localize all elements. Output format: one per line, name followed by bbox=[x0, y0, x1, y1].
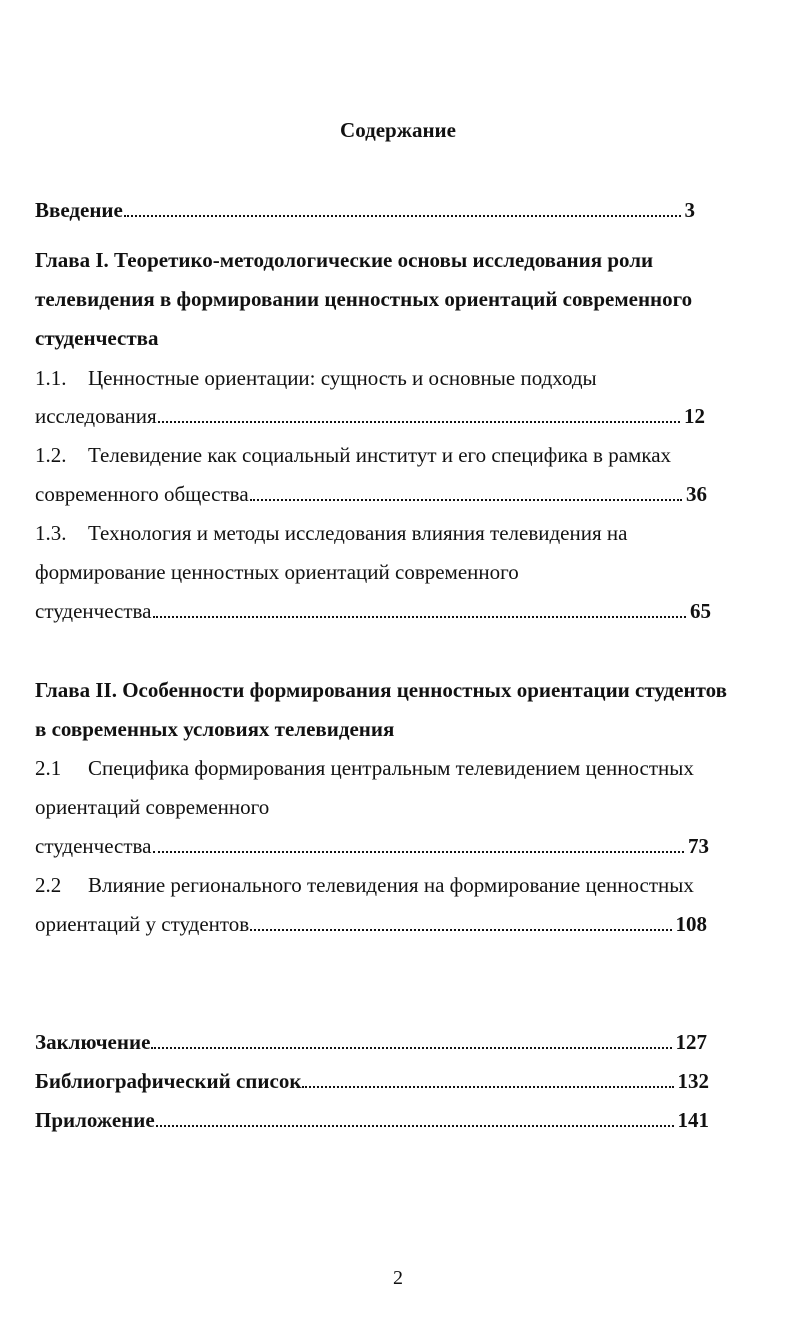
toc-entry-2-2[interactable] bbox=[35, 911, 707, 937]
toc-section-line bbox=[35, 520, 627, 546]
toc-page: 3 bbox=[684, 198, 695, 222]
toc-page: 36 bbox=[686, 482, 707, 506]
toc-entry-conclusion[interactable] bbox=[35, 1029, 707, 1055]
toc-label: современного общества bbox=[35, 482, 249, 506]
leader-dots bbox=[153, 851, 684, 853]
section-number: 1.2. bbox=[35, 443, 67, 467]
page-title: Содержание bbox=[340, 118, 456, 142]
section-title: Телевидение как социальный институт и его специфика в рамках bbox=[88, 443, 672, 467]
section-title: Влияние регионального телевидения на формирование ценностных bbox=[88, 873, 694, 897]
leader-dots bbox=[250, 929, 671, 931]
toc-page: 127 bbox=[675, 1030, 707, 1054]
toc-section-line bbox=[35, 872, 694, 898]
toc-page: 12 bbox=[684, 404, 705, 428]
leader-dots bbox=[153, 616, 686, 618]
toc-label: Приложение bbox=[35, 1108, 155, 1132]
toc-label: студенчества bbox=[35, 834, 152, 858]
toc-section-line: ориентаций современного bbox=[35, 795, 270, 819]
toc-label: Библиографический список bbox=[35, 1069, 302, 1093]
toc-section-line bbox=[35, 442, 671, 468]
toc-entry-1-2[interactable] bbox=[35, 481, 707, 507]
toc-page: 108 bbox=[675, 912, 707, 936]
chapter-heading: в современных условиях телевидения bbox=[35, 717, 395, 741]
section-title: Ценностные ориентации: сущность и основные подходы bbox=[88, 366, 597, 390]
toc-section-line bbox=[35, 755, 694, 781]
toc-section-line bbox=[35, 365, 597, 391]
section-number: 2.2 bbox=[35, 873, 62, 897]
leader-dots bbox=[124, 215, 681, 217]
toc-entry-1-3[interactable] bbox=[35, 598, 711, 624]
toc-label: студенчества bbox=[35, 599, 152, 623]
section-title: Специфика формирования центральным телевидением ценностных bbox=[88, 756, 694, 780]
toc-entry-2-1[interactable] bbox=[35, 833, 709, 859]
leader-dots bbox=[302, 1086, 673, 1088]
chapter-heading: Глава I. Теоретико-методологические основы исследования роли bbox=[35, 248, 654, 272]
toc-page: 132 bbox=[677, 1069, 709, 1093]
toc-label: Заключение bbox=[35, 1030, 151, 1054]
chapter-heading: Глава II. Особенности формирования ценностных ориентации студентов bbox=[35, 678, 727, 702]
section-number: 1.1. bbox=[35, 366, 67, 390]
leader-dots bbox=[158, 421, 680, 423]
toc-page: 141 bbox=[677, 1108, 709, 1132]
leader-dots bbox=[151, 1047, 671, 1049]
toc-entry-1-1[interactable] bbox=[35, 403, 705, 429]
toc-entry-appendix[interactable] bbox=[35, 1107, 709, 1133]
toc-entry-intro[interactable] bbox=[35, 197, 695, 223]
toc-label: Введение bbox=[35, 198, 123, 222]
toc-section-line: формирование ценностных ориентаций современного bbox=[35, 560, 519, 584]
page-number: 2 bbox=[393, 1267, 403, 1289]
toc-page: 73 bbox=[688, 834, 709, 858]
chapter-heading: телевидения в формировании ценностных ориентаций современного bbox=[35, 287, 693, 311]
toc-page: 65 bbox=[690, 599, 711, 623]
chapter-heading: студенчества bbox=[35, 326, 159, 350]
toc-label: исследования bbox=[35, 404, 157, 428]
toc-entry-bibliography[interactable] bbox=[35, 1068, 709, 1094]
leader-dots bbox=[250, 499, 682, 501]
section-number: 2.1 bbox=[35, 756, 62, 780]
section-number: 1.3. bbox=[35, 521, 67, 545]
section-title: Технология и методы исследования влияния телевидения на bbox=[88, 521, 628, 545]
toc-label: ориентаций у студентов bbox=[35, 912, 250, 936]
leader-dots bbox=[156, 1125, 674, 1127]
